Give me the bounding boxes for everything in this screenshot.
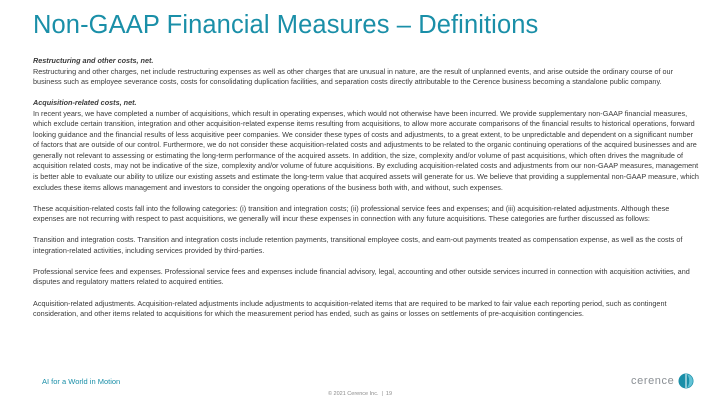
slide-body xyxy=(33,56,701,320)
cerence-logo-icon xyxy=(678,373,694,389)
footer-page-number: 19 xyxy=(385,391,393,397)
paragraph-categories: These acquisition-related costs fall into the following categories: (i) transition and integration costs; (ii) professional service fees and expenses; and (iii) acquisition-related adjustments. Although these expenses are not recurring with respect to past acquisitions, we generally will incur these expenses in connection with any future acquisitions. These categories are further discussed as follows: xyxy=(33,203,670,224)
slide-title: Non-GAAP Financial Measures – Definitions xyxy=(33,11,539,39)
paragraph-transition-integration: Transition and integration costs. Transition and integration costs include retention payments, transitional employee costs, and earn-out payments treated as compensation expense, as well as the costs of integration-related activities, including services provided by third-parties. xyxy=(33,235,683,255)
section-heading-restructuring: Restructuring and other costs, net. xyxy=(33,56,154,65)
footer-copyright-line xyxy=(0,391,720,397)
paragraph-acquisition-adjustments: Acquisition-related adjustments. Acquisition-related adjustments include adjustments to acquisition-related items that are required to be marked to fair value each reporting period, such as contingent consideration, and other items related to acquisitions for which the measurement period has ended, such as gains or losses on settlements of pre-acquisition contingencies. xyxy=(33,298,667,319)
logo-wordmark: cerence xyxy=(631,375,675,387)
section-text-restructuring: Restructuring and other charges, net include restructuring expenses as well as other charges that are unusual in nature, are the result of unplanned events, and arise outside the ordinary course of our business such as employee severance costs, costs for consolidating duplication facilities, and separation costs directly attributable to the Cerence business becoming a standalone public company. xyxy=(33,66,673,87)
paragraph-professional-fees: Professional service fees and expenses. Professional service fees and expenses include financial advisory, legal, accounting and other outside services incurred in connection with acquisition activities, and disputes and regulatory matters related to acquired entities. xyxy=(33,266,690,287)
section-heading-acquisition: Acquisition-related costs, net. xyxy=(33,98,137,108)
footer-separator: | xyxy=(381,391,383,397)
footer-copyright: © 2021 Cerence Inc. xyxy=(327,391,379,397)
cerence-logo xyxy=(631,373,694,389)
footer-tagline: AI for a World in Motion xyxy=(42,377,121,386)
section-text-acquisition: In recent years, we have completed a number of acquisitions, which result in operating expenses, which would not otherwise have been incurred. We provide supplementary non-GAAP financial measures, which exclude certain transition, integration and other acquisition-related expense items resulting from acquisitions, to allow more accurate comparisons of the financial results to historical operations, forward looking guidance and the financial results of less acquisitive peer companies. We consider these types of costs and adjustments, to a great extent, to be unpredictable and dependent on a significant number of factors that are outside of our control. Furthermore, we do not consider these acquisition-related costs and adjustments to be related to the organic continuing operations of the acquired businesses and are generally not relevant to assessing or estimating the long-term performance of the acquired assets. In addition, the size, complexity and/or volume of past acquisitions, which often drives the magnitude of acquisition related costs, may not be indicative of the size, complexity and/or volume of future acquisitions. By excluding acquisition-related costs and adjustments from our non-GAAP measures, management is better able to evaluate our ability to utilize our existing assets and estimate the long-term value that acquired assets will generate for us. We believe that providing a supplemental non-GAAP measure, which excludes these items allows management and investors to consider the ongoing operations of the business both with, and without, such expenses. xyxy=(33,108,699,192)
